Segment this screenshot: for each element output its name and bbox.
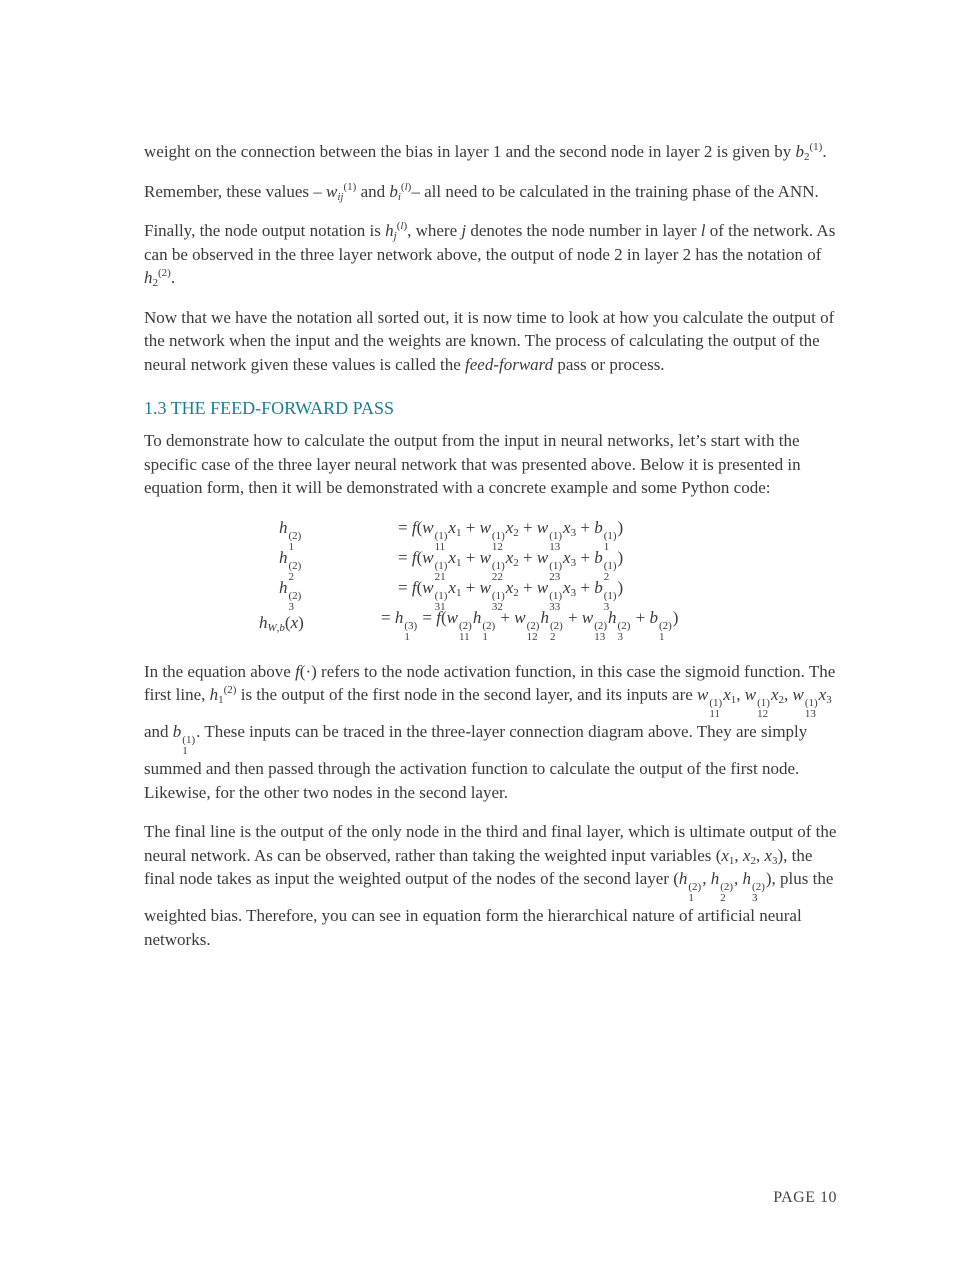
document-page [144,140,844,967]
feed-forward-equations [144,517,844,643]
paragraph-demonstrate: To demonstrate how to calculate the output from the input in neural networks, let’s start with the specific case of the three layer neural network that was presented above. Below it is presented in equation form, then it will be demonstrated with a concrete example and some Python code: [144,431,801,497]
paragraph-remember-values: Remember, these values – $w_{ij}^{(1)}$ and $b_i^{(l)}-$ all need to be calculated in the training phase of the ANN. [144,180,819,203]
paragraph-equation-explained: In the equation above f(·) refers to the node activation function, in this case the sigmoid function. The first line, $h_1^{(2)}$ is the output of the first node in the second layer, and its inputs are w (1) 11 $x_1$, w (1) 12 $x_2$, w (1) 13 $x_3$ and b (1) 1 . These inputs can be traced in the three-layer connection diagram above. They are simply summed and then passed through the activation function to calculate the output of the first node. Likewise, for the other two nodes in the second layer. [144,661,836,802]
paragraph-bias-weight: weight on the connection between the bias in layer 1 and the second node in layer 2 is given by $b_2^{(1)}$. [144,141,827,163]
equation-output: $h_{W,b}(x)$ = h (3) 1 = f(w (2) 11 h (2) 1 + w (2) 12 h (2) 2 + w (2) 13 h (2) 3 + b (2) 1 ) [259,607,679,643]
section-heading: 1.3 THE FEED-FORWARD PASS [144,398,395,418]
equation-h1: h (2) 1 = f(w (1) 11 $x_1 + w$ (1) 12 $x_2 + w$ (1) 13 $x_3 + b$ (1) 1 ) [279,517,624,553]
equation-h2: h (2) 2 = f(w (1) 21 $x_1 + w$ (1) 22 $x_2 + w$ (1) 23 $x_3 + b$ (1) 2 ) [279,547,624,583]
paragraph-node-output-notation: Finally, the node output notation is $h_j^{(l)}$, where j denotes the node number in layer l of the network. As can be observed in the three layer network above, the output of node 2 in layer 2 has the notation of $h_2^{(2)}$. [144,220,836,289]
page-number: PAGE 10 [773,1189,837,1206]
paragraph-notation-sorted: Now that we have the notation all sorted out, it is now time to look at how you calculate the output of the network when the input and the weights are known. The process of calculating the output of the neural network given these values is called the feed-forward pass or process. [144,307,835,374]
paragraph-final-line: The final line is the output of the only node in the third and final layer, which is ultimate output of the neural network. As can be observed, rather than taking the weighted input variables ($x_1$, $x_2$, $x_3$), the final node takes as input the weighted output of the nodes of the second layer (h (2) 1 , h (2) 2 , h (2) 3 ), plus the weighted bias. Therefore, you can see in equation form the hierarchical nature of artificial neural networks. [144,822,837,949]
equation-h3: h (2) 3 = f(w (1) 31 $x_1 + w$ (1) 32 $x_2 + w$ (1) 33 $x_3 + b$ (1) 3 ) [279,577,624,613]
